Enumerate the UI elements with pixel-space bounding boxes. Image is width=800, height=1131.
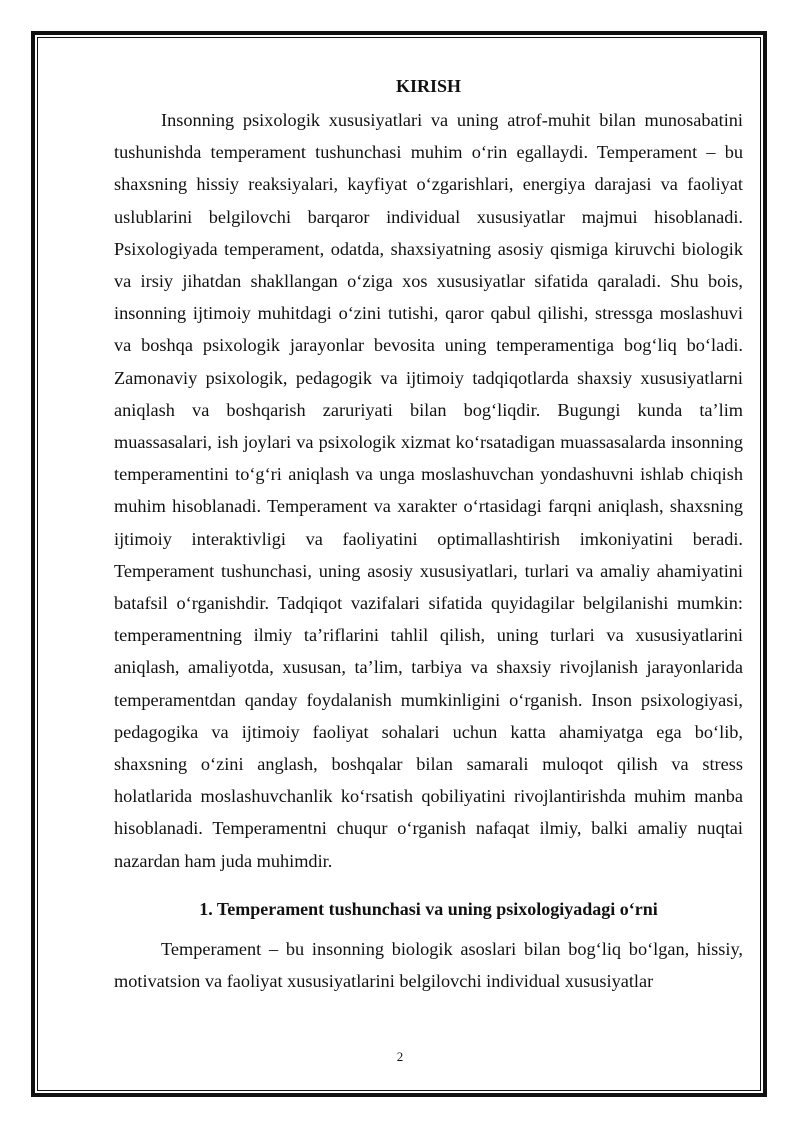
intro-paragraph: Insonning psixologik xususiyatlari va uning atrof-muhit bilan munosabatini tushunishda temperament tushunchasi muhim o‘rin egallaydi. Temperament – bu shaxsning hissiy reaksiyalari, kayfiyat o‘zgarishlari, energiya darajasi va faoliyat uslublarini belgilovchi barqaror individual xususiyatlar majmui hisoblanadi. Psixologiyada temperament, odatda, shaxsiyatning asosiy qismiga kiruvchi biologik va irsiy jihatdan shakllangan o‘ziga xos xususiyatlar sifatida qaraladi. Shu bois, insonning ijtimoiy muhitdagi o‘zini tutishi, qaror qabul qilishi, stressga moslashuvi va boshqa psixologik jarayonlar bevosita uning temperamentiga bog‘liq bo‘ladi. Zamonaviy psixologik, pedagogik va ijtimoiy tadqiqotlarda shaxsiy xususiyatlarni aniqlash va boshqarish zaruriyati bilan bog‘liqdir. Bugungi kunda ta’lim muassasalari, ish joylari va psixologik xizmat ko‘rsatadigan muassasalarda insonning temperamentini to‘g‘ri aniqlash va unga moslashuvchan yondashuvni ishlab chiqish muhim hisoblanadi. Temperament va xarakter o‘rtasidagi farqni aniqlash, shaxsning ijtimoiy interaktivligi va faoliyatini optimallashtirish imkoniyatini beradi. Temperament tushunchasi, uning asosiy xususiyatlari, turlari va amaliy ahamiyatini batafsil o‘rganishdir. Tadqiqot vazifalari sifatida quyidagilar belgilanishi mumkin: temperamentning ilmiy ta’riflarini tahlil qilish, uning turlari va xususiyatlarini aniqlash, amaliyotda, xususan, ta’lim, tarbiya va shaxsiy rivojlanish jarayonlarida temperamentdan qanday foydalanish mumkinligini o‘rganish. Inson psixologiyasi, pedagogika va ijtimoiy faoliyat sohalari uchun katta ahamiyatga ega bo‘lib, shaxsning o‘zini anglash, boshqalar bilan samarali muloqot qilish va stress holatlarida moslashuvchanlik ko‘rsatish qobiliyatini rivojlantirishda muhim manba hisoblanadi. Temperamentni chuqur o‘rganish nafaqat ilmiy, balki amaliy nuqtai nazardan ham juda muhimdir.: [114, 110, 743, 871]
page-number: 2: [396, 1049, 404, 1064]
page-title: KIRISH: [395, 76, 462, 96]
section-paragraph: Temperament – bu insonning biologik asoslari bilan bog‘liq bo‘lgan, hissiy, motivatsion va faoliyat xususiyatlarini belgilovchi individual xususiyatlar: [114, 938, 743, 992]
page-content: [114, 72, 743, 997]
section-heading: 1. Temperament tushunchasi va uning psixologiyadagi o‘rni: [199, 898, 658, 919]
